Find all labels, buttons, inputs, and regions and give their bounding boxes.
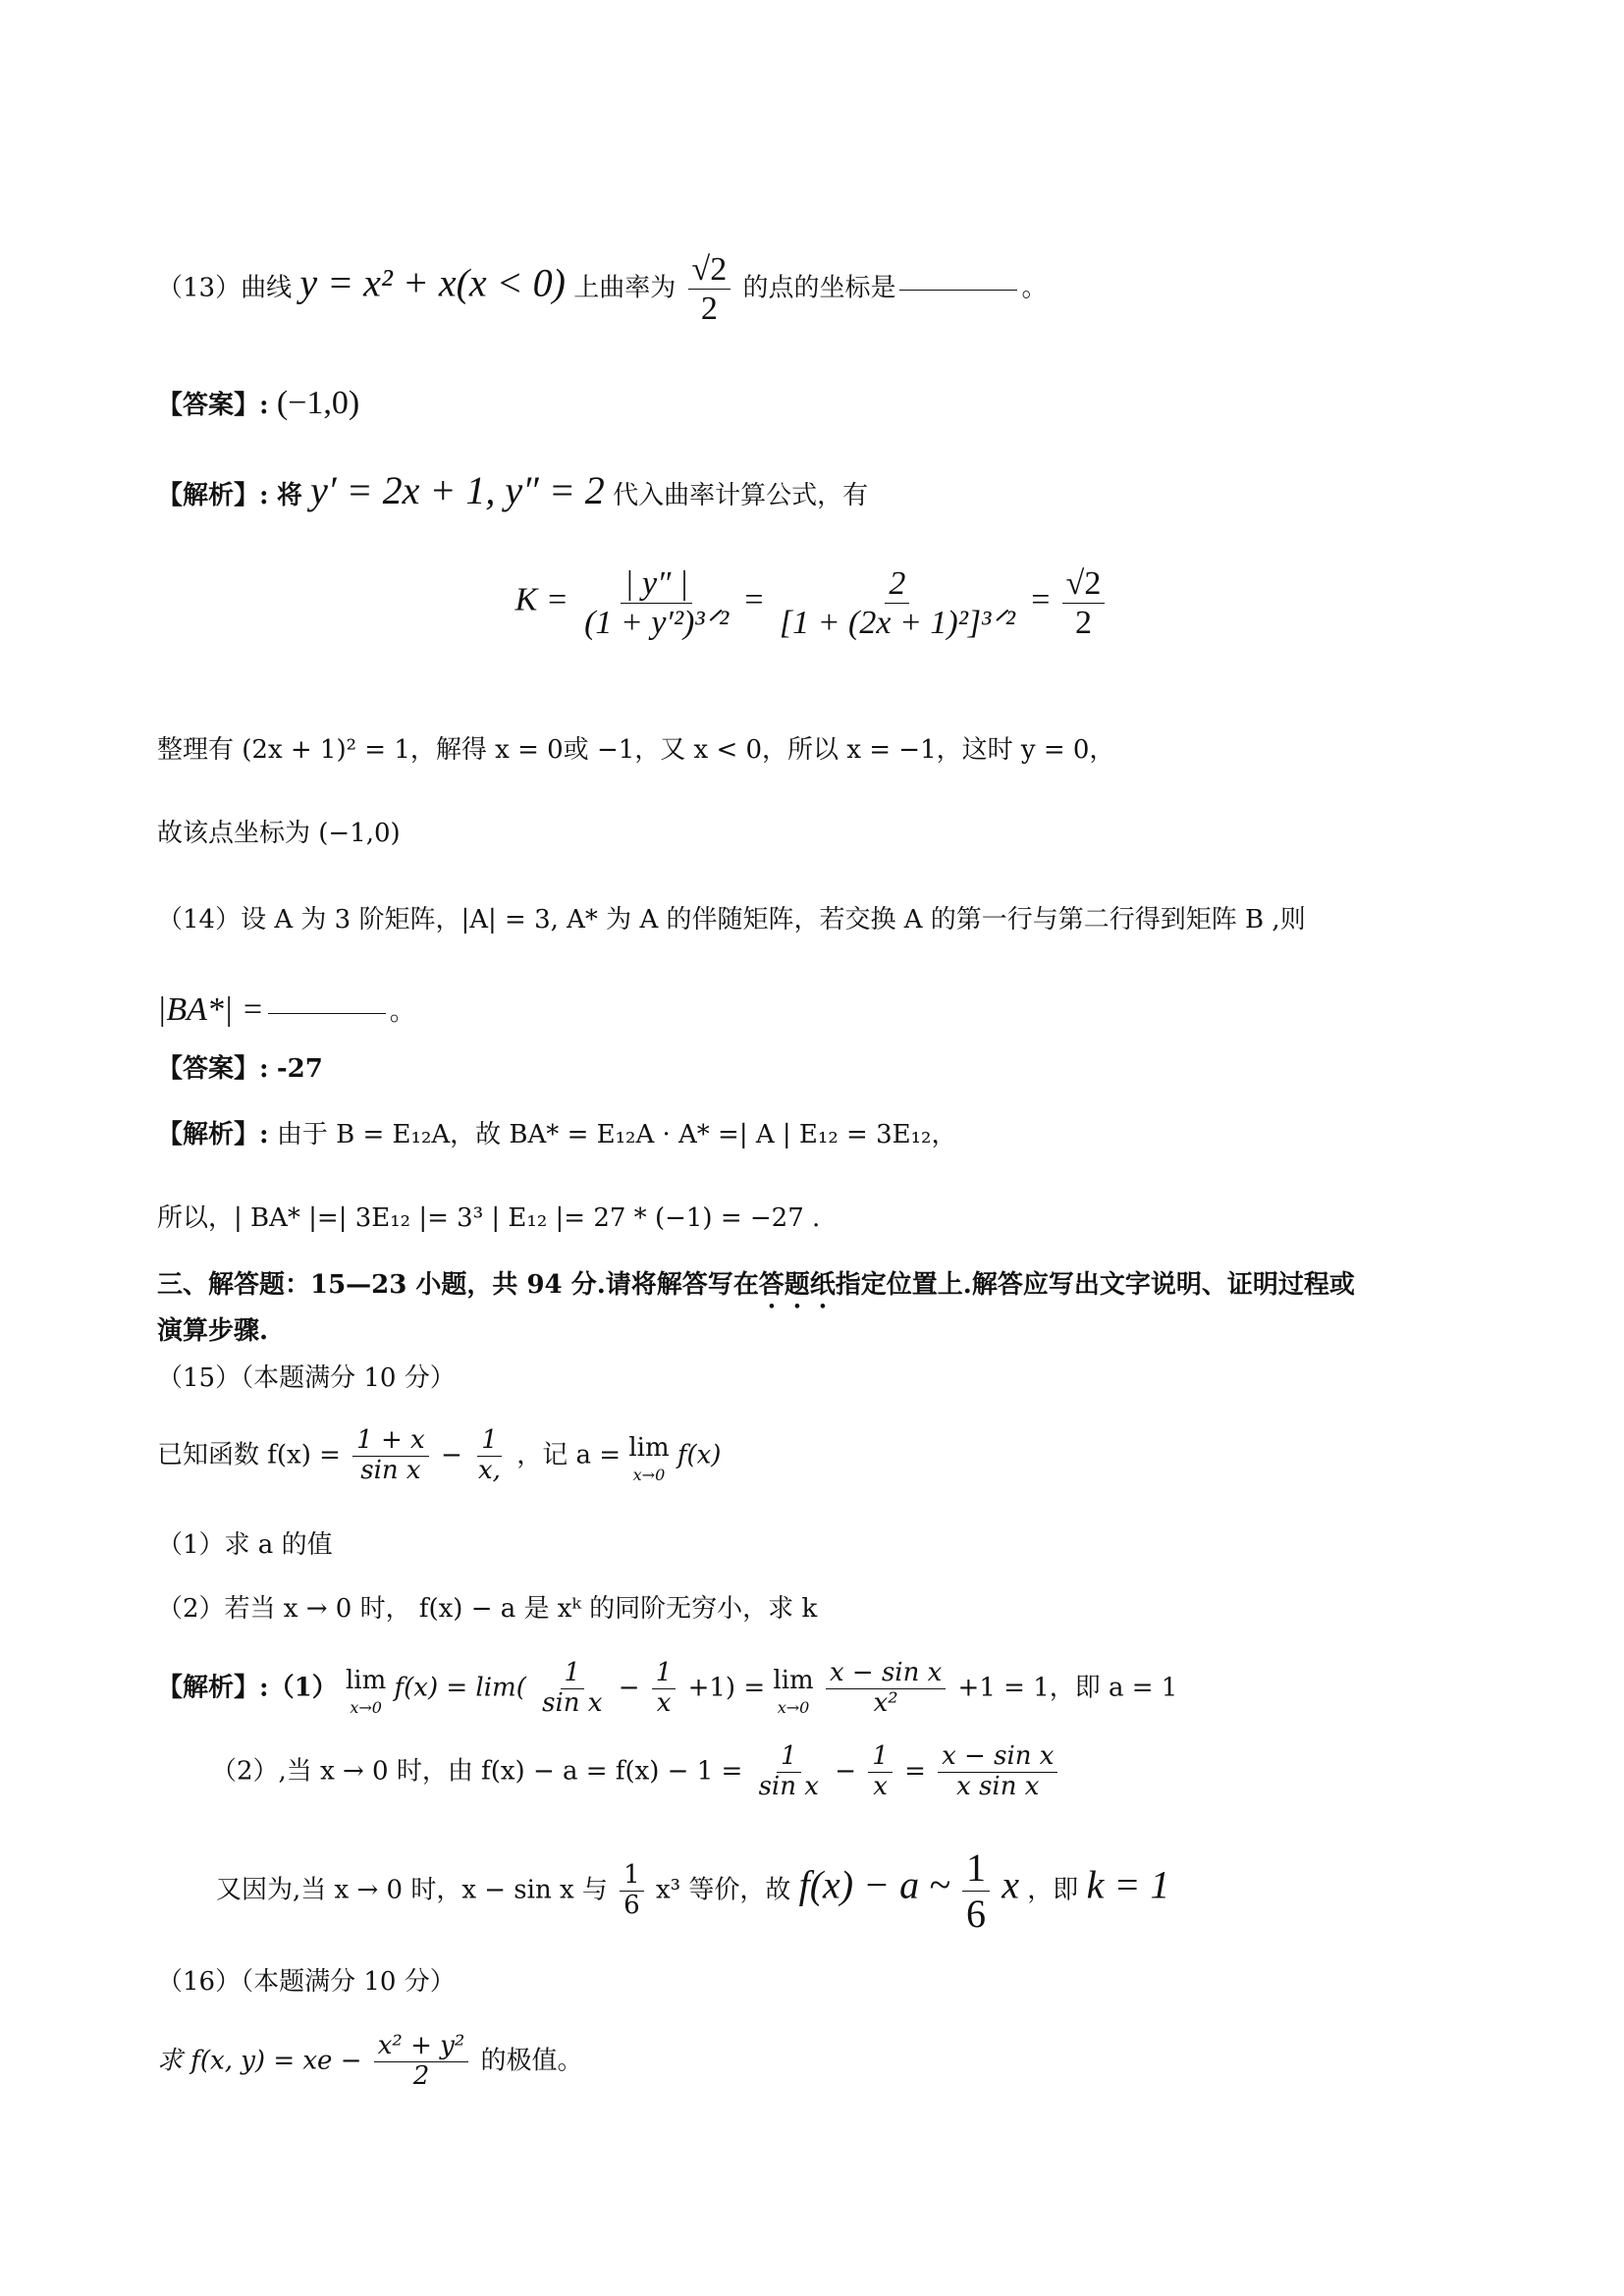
q15-part2-text: （2）若当 x → 0 时， f(x) − a 是 xᵏ 的同阶无穷小，求 k (157, 1594, 818, 1624)
formula-lhs: K = (514, 581, 568, 618)
q15-lim-word: lim (628, 1432, 670, 1463)
q13-line (157, 250, 1477, 328)
sol15-s2-frac2-den: x (873, 1771, 888, 1801)
q16-lead: 求 f(x, y) = xe (157, 2046, 333, 2076)
section3-title-a: 三、解答题：15—23 小题，共 94 分.请将解答写在 (157, 1270, 759, 1300)
sol15-line3 (216, 1845, 1477, 1937)
q15-header-text: （15）（本题满分 10 分） (157, 1363, 456, 1393)
sol15-s1-frac3 (826, 1659, 946, 1719)
sol15-line1 (157, 1659, 1477, 1719)
q13-tail: 的点的坐标是 (742, 273, 896, 303)
q15-frac2 (474, 1426, 505, 1486)
formula-frac1 (580, 564, 732, 642)
sol15-s3-frac-num: 1 (620, 1861, 644, 1892)
q14-expr: |BA*| = (157, 991, 264, 1028)
sol15-lim2 (773, 1662, 813, 1716)
sol14-line2 (157, 1200, 1477, 1238)
q15-given-tail: ，记 a = (516, 1440, 622, 1470)
sol15-s2-frac3-num: x − sin x (938, 1742, 1057, 1773)
sol15-s3-e: ，即 (1027, 1875, 1079, 1905)
q16-header (157, 1963, 1477, 2002)
q15-frac1 (352, 1426, 429, 1486)
sol15-s2-minus: − (835, 1756, 856, 1787)
sol15-lim2-under: x→0 (777, 1697, 810, 1717)
sol15-s1-minus: − (618, 1673, 640, 1703)
ans14-tag: 【答案】: (157, 1054, 269, 1084)
sol15-s2-frac1-den: sin x (758, 1771, 819, 1801)
sol13-line2 (157, 731, 1477, 770)
sol15-s1-frac1-den: sin x (542, 1687, 603, 1718)
sol15-s1-a: f(x) = lim( (394, 1673, 526, 1703)
q14-blank (268, 1012, 386, 1014)
q15-lim-f: f(x) (677, 1440, 722, 1470)
sol15-lim1 (346, 1662, 386, 1716)
q13-frac-den: 2 (700, 291, 718, 328)
sol14-line1 (157, 1116, 1477, 1154)
ans13-line (157, 378, 1477, 428)
q15-given-lead: 已知函数 f(x) = (157, 1440, 341, 1470)
q13-fraction (688, 250, 731, 328)
ans14-line (157, 1050, 1477, 1089)
sol15-s3-frac (620, 1861, 644, 1921)
section3-title-emphasis: 答题纸 (758, 1270, 836, 1300)
q14-line2 (157, 985, 1477, 1035)
formula-frac1-den: (1 + y′²)³ᐟ² (584, 605, 730, 642)
ans14-value: -27 (276, 1054, 323, 1084)
sol15-s2-frac1-num: 1 (777, 1742, 801, 1773)
formula-frac1-num: | y″ | (621, 564, 692, 604)
ans13-tag: 【答案】: (157, 391, 269, 420)
q15-part2 (157, 1590, 1477, 1629)
formula-frac3-den: 2 (1074, 605, 1092, 642)
sol14-line2-text: 所以，| BA* |=| 3E₁₂ |= 3³ | E₁₂ |= 27 * (−1) = −27 . (157, 1203, 821, 1233)
sol15-s2-eq: = (904, 1756, 926, 1787)
sol15-s1-frac2 (652, 1659, 677, 1719)
sol15-s1-frac3-num: x − sin x (826, 1659, 946, 1689)
q15-header (157, 1360, 1477, 1398)
q16-tail: 的极值。 (480, 2046, 583, 2076)
sol15-s2-frac3-den: x sin x (956, 1771, 1040, 1801)
sol14-tag: 【解析】: (157, 1120, 269, 1149)
sol15-s3-b: x³ 等价，故 (655, 1875, 791, 1905)
q13-label: （13）曲线 (157, 273, 293, 303)
section3-title-b: 指定位置上.解答应写出文字说明、证明过程或 (835, 1270, 1355, 1300)
q14-line1 (157, 901, 1477, 939)
sol15-s2-frac2 (868, 1742, 893, 1802)
curvature-formula (0, 564, 1624, 642)
q13-end: 。 (1021, 273, 1048, 303)
q15-minus: − (440, 1440, 462, 1470)
sol15-s1-frac1-num: 1 (561, 1659, 585, 1689)
sol15-lim1-under: x→0 (350, 1697, 382, 1717)
sol13-lead: 将 (276, 481, 302, 510)
sol15-s3-frac-big-den: 6 (966, 1892, 986, 1936)
formula-frac2-num: 2 (885, 564, 909, 604)
q15-lim (628, 1429, 669, 1483)
formula-frac3 (1062, 564, 1106, 642)
sol15-s3-a: 又因为,当 x → 0 时，x − sin x 与 (216, 1875, 608, 1905)
sol15-s1-lead: （1） (268, 1673, 338, 1703)
q16-line (157, 2032, 1477, 2092)
sol15-lim2-word: lim (773, 1665, 814, 1695)
sol13-expr: y′ = 2x + 1, y″ = 2 (310, 468, 605, 512)
q15-frac2-num: 1 (477, 1426, 502, 1457)
q15-frac1-den: sin x (360, 1455, 421, 1485)
q15-given (157, 1426, 1477, 1486)
sol15-s1-frac1 (538, 1659, 606, 1719)
formula-frac2-den: [1 + (2x + 1)²]³ᐟ² (779, 605, 1015, 642)
formula-frac3-num: √2 (1062, 564, 1106, 604)
sol13-tail: 代入曲率计算公式，有 (613, 481, 869, 510)
sol15-s1-b: +1) = (687, 1673, 766, 1703)
q13-mid: 上曲率为 (573, 273, 677, 303)
ans13-value: (−1,0) (276, 385, 360, 421)
sol15-s3-frac-den: 6 (623, 1891, 640, 1920)
sol15-lim1-word: lim (345, 1665, 387, 1695)
sol15-s3-d: x (1001, 1862, 1020, 1907)
sol15-s2-a: （2）,当 x → 0 时，由 f(x) − a = f(x) − 1 = (211, 1756, 743, 1787)
q15-part1 (157, 1526, 1477, 1565)
sol13-tag: 【解析】: (157, 481, 269, 510)
sol15-s3-frac-big (962, 1845, 990, 1937)
sol15-line2 (211, 1742, 1477, 1802)
q13-curve: y = x² + x(x < 0) (299, 260, 566, 305)
q15-lim-under: x→0 (632, 1465, 666, 1484)
section3-title-c: 演算步骤. (157, 1316, 269, 1346)
section3-title2 (157, 1312, 1477, 1351)
sol15-s1-frac2-num: 1 (652, 1659, 677, 1689)
q16-minus: − (340, 2046, 362, 2076)
sol15-tag: 【解析】: (157, 1673, 269, 1703)
sol15-s1-c: +1 = 1，即 a = 1 (957, 1673, 1178, 1703)
section3-title (157, 1266, 1477, 1314)
sol14-line1-text: 由于 B = E₁₂A，故 BA* = E₁₂A · A* =| A | E₁₂ = 3E₁₂， (276, 1120, 957, 1149)
q16-frac-num: x² + y² (374, 2032, 469, 2062)
sol15-s3-frac-big-num: 1 (962, 1845, 990, 1892)
q15-frac2-den: x, (478, 1455, 501, 1485)
q14-line1-text: （14）设 A 为 3 阶矩阵，|A| = 3, A* 为 A 的伴随矩阵，若交换 A 的第一行与第二行得到矩阵 B ,则 (157, 905, 1306, 934)
q16-frac (374, 2032, 469, 2092)
q16-frac-den: 2 (412, 2060, 430, 2091)
q16-header-text: （16）（本题满分 10 分） (157, 1967, 456, 1997)
q14-end: 。 (389, 997, 415, 1027)
q13-blank (899, 289, 1017, 291)
q13-frac-num: √2 (688, 250, 731, 290)
sol15-s1-frac2-den: x (656, 1687, 672, 1718)
sol13-line1 (157, 461, 1477, 520)
q15-frac1-num: 1 + x (352, 1426, 429, 1457)
formula-eq2: = (1031, 581, 1051, 618)
q15-part1-text: （1）求 a 的值 (157, 1530, 333, 1560)
sol15-s1-frac3-den: x² (873, 1687, 898, 1718)
sol15-s3-c: f(x) − a ~ (798, 1862, 950, 1907)
sol15-s2-frac2-num: 1 (868, 1742, 893, 1773)
sol15-s2-frac1 (755, 1742, 823, 1802)
formula-eq1: = (744, 581, 764, 618)
sol13-line3 (157, 815, 1477, 853)
sol15-s2-frac3 (938, 1742, 1057, 1802)
sol13-line3-text: 故该点坐标为 (−1,0) (157, 819, 401, 848)
sol13-line2-text: 整理有 (2x + 1)² = 1，解得 x = 0或 −1，又 x < 0，所以 x = −1，这时 y = 0， (157, 735, 1115, 765)
sol15-s3-f: k = 1 (1086, 1862, 1170, 1907)
formula-frac2 (776, 564, 1019, 642)
